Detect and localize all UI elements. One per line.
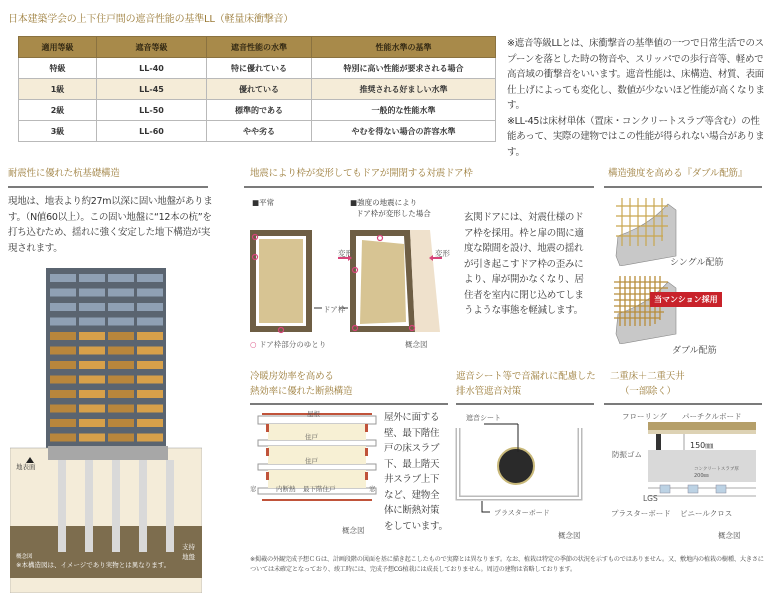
sound-sheet-label: 遮音シート <box>466 414 501 422</box>
unit-label: 住戸 <box>305 433 318 441</box>
foundation-body: 現地は、地表より約27m以深に固い地盤があります。（N値60以上）。この固い地盤に“12本の杭”を打ち込むため、揺れに強く安定した地下構造が実現されます。 <box>8 196 213 254</box>
door-frame-label: ドア枠 <box>323 305 346 314</box>
table-row <box>19 121 496 142</box>
plasterboard-label: プラスターボード <box>611 509 671 518</box>
table-header-row <box>19 37 496 58</box>
table-cell: 推奨される好ましい水準 <box>312 79 496 100</box>
window-label-right: 窓 <box>369 485 376 493</box>
table-cell: LL-40 <box>97 58 207 79</box>
double-floor-diagram-icon <box>648 422 756 502</box>
door-quake-label-2: ドア枠が変形した場合 <box>356 209 431 218</box>
table-cell: やや劣る <box>207 121 312 142</box>
particleboard-label: パーチクルボード <box>682 412 742 421</box>
drain-caption: 概念図 <box>558 531 581 540</box>
rebar-heading: 構造強度を高める『ダブル配筋』 <box>608 168 748 179</box>
foundation-caption: ※本構造図は、イメージであり実物とは異なります。 <box>16 561 171 569</box>
column-header: 遮音性能の水準 <box>207 37 312 58</box>
footer-disclaimer: ※掲載の外観完成予想ＣＧは、計画段階の図面を基に描き起こしたもので実際とは異なります。なお、植栽は特定の季節の状況を示すものではありません。又、敷地内の植栽の樹種、大きさについては未確定となっており、竣工時には、完成予想CG植栽には成長しておりません。周辺の建物は省略しております。 <box>250 556 764 573</box>
table-cell: 特別に高い性能が要求される場合 <box>312 58 496 79</box>
insulation-heading-1: 冷暖房効率を高める <box>250 371 334 382</box>
door-legend <box>250 339 326 350</box>
table-cell: 特級 <box>19 58 97 79</box>
table-cell: 一般的な性能水準 <box>312 100 496 121</box>
note-ll-definition: ※遮音等級LLとは、床衝撃音の基準値の一つで日常生活でのスプーンを落とした時の物音や、スリッパでの歩行音等、軽めで高音域の衝撃音をいいます。遮音性能は、床構造、材質、表面仕上げによっても変化し、数値が少ないほど性能が高くなります。 <box>507 38 765 111</box>
vinyl-cloth-label: ビニールクロス <box>680 509 733 518</box>
insulation-body: 屋外に面する壁、最下階住戸の床スラブ下、最上階天井スラブ上下など、建物全体に断熱対策をしています。 <box>384 412 448 532</box>
clearance-circle-icon: ○ <box>250 340 257 349</box>
page-title: 日本建築学会の上下住戸間の遮音性能の基準LL（軽量床衝撃音） <box>8 14 294 25</box>
table-cell: LL-50 <box>97 100 207 121</box>
table-cell: LL-45 <box>97 79 207 100</box>
insulation-caption: 概念図 <box>342 526 365 535</box>
foundation-illustration <box>10 268 202 593</box>
foundation-heading: 耐震性に優れた杭基礎構造 <box>8 168 120 179</box>
foundation-caption-small: 概念図 <box>16 554 33 560</box>
table-cell: やむを得ない場合の許容水準 <box>312 121 496 142</box>
section-divider <box>8 186 208 188</box>
double-rebar-icon <box>608 274 678 344</box>
section-divider <box>604 186 762 188</box>
column-header: 性能水準の基準 <box>312 37 496 58</box>
door-frame-diagram-icon <box>250 230 450 336</box>
door-caption: 概念図 <box>405 340 428 349</box>
table-cell: 優れている <box>207 79 312 100</box>
table-cell: LL-60 <box>97 121 207 142</box>
floor-height-label: 150㎜ <box>690 441 714 450</box>
table-cell: 3級 <box>19 121 97 142</box>
unit-label: 住戸 <box>305 457 318 465</box>
deform-label-left: 変形 <box>338 249 353 258</box>
section-divider <box>456 403 594 405</box>
insulation-heading-2: 熱効率に優れた断熱構造 <box>250 386 353 397</box>
anti-vibration-rubber-label: 防振ゴム <box>612 450 642 459</box>
flooring-label: フローリング <box>622 412 667 421</box>
door-body: 玄関ドアには、対震仕様のドア枠を採用。枠と扉の間に適度な隙間を設け、地震の揺れが引き起こすドア枠の歪みにより、扉が開かなくなり、居住者を室内に閉じ込めてしまうような事態を軽減します。 <box>464 212 584 316</box>
drain-heading-2: 排水管遮音対策 <box>456 386 522 397</box>
roof-label: 屋根 <box>307 410 320 418</box>
table-cell: 特に優れている <box>207 58 312 79</box>
pile-foundation-icon <box>10 268 202 593</box>
slab-thickness-label-1: コンクリートスラブ厚 <box>694 467 739 472</box>
door-legend-text: ドア枠部分のゆとり <box>258 340 327 349</box>
slab-thickness-label-2: 200㎜ <box>694 473 709 479</box>
bottom-unit-label: 最下階住戸 <box>303 485 336 493</box>
column-header: 遮音等級 <box>97 37 207 58</box>
double-floor-heading-1: 二重床＋二重天井 <box>610 371 685 382</box>
column-header: 適用等級 <box>19 37 97 58</box>
window-label-left: 窓 <box>250 485 257 493</box>
section-divider <box>250 403 448 405</box>
single-rebar-icon <box>608 196 678 266</box>
door-normal-label: ■平常 <box>252 198 275 207</box>
single-rebar-label: シングル配筋 <box>670 258 724 268</box>
table-cell: 1級 <box>19 79 97 100</box>
adopted-badge: 当マンション採用 <box>650 292 722 307</box>
drain-heading-1: 遮音シート等で音漏れに配慮した <box>456 371 596 382</box>
sound-insulation-table <box>18 36 496 142</box>
drain-pipe-diagram-icon <box>454 410 589 520</box>
table-row <box>19 58 496 79</box>
door-quake-label-1: ■強度の地震により <box>350 198 418 207</box>
inner-insulation-label: 内断熱 <box>276 485 296 493</box>
double-floor-caption: 概念図 <box>718 531 741 540</box>
table-row <box>19 100 496 121</box>
plasterboard-label: プラスターボード <box>494 509 550 517</box>
door-heading: 地震により枠が変形してもドアが開閉する対震ドア枠 <box>250 168 473 179</box>
ground-surface-label: 地表面 <box>16 463 36 471</box>
double-rebar-label: ダブル配筋 <box>672 346 717 356</box>
table-cell: 標準的である <box>207 100 312 121</box>
note-ll45: ※LL-45は床材単体（置床・コンクリートスラブ等含む）の性能あって、実際の建物ではこの性能が得られない場合があります。 <box>507 115 765 158</box>
lgs-label: LGS <box>643 494 658 503</box>
sound-notes <box>507 36 765 160</box>
double-floor-heading-2: （一部除く） <box>620 386 676 397</box>
table-cell: 2級 <box>19 100 97 121</box>
bearing-label-1: 支持 <box>182 543 195 551</box>
bearing-label-2: 地盤 <box>182 553 195 561</box>
section-divider <box>604 403 762 405</box>
deform-label-right: 変形 <box>435 249 450 258</box>
table-row-highlighted <box>19 79 496 100</box>
section-divider <box>244 186 594 188</box>
